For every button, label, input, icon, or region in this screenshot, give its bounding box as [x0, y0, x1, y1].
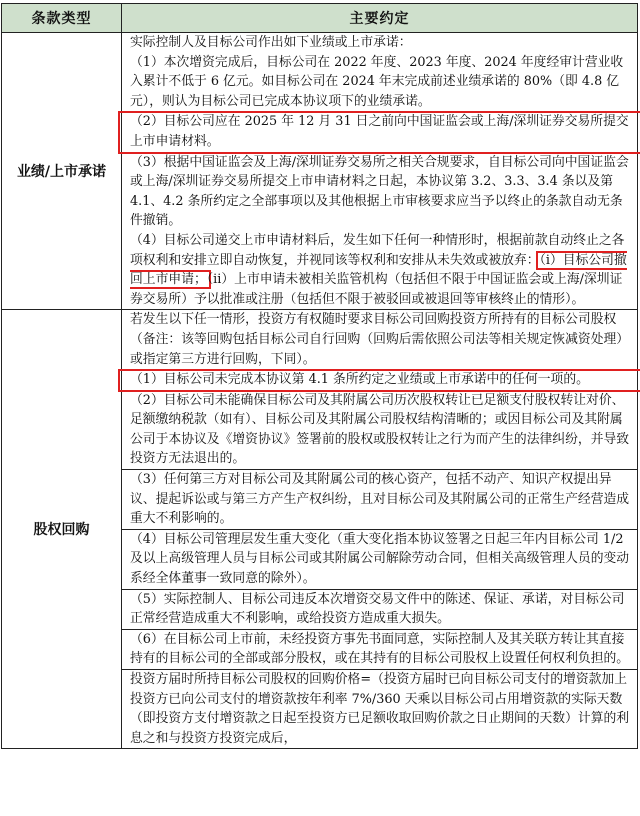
term-paragraph: （5）实际控制人、目标公司违反本次增资交易文件中的陈述、保证、承诺，对目标公司正常经营造成重大不利影响，或给投资方造成重大损失。 — [122, 589, 637, 629]
header-row — [2, 4, 638, 33]
highlighted-term: （2）目标公司应在 2025 年 12 月 31 日之前向中国证监会或上海/深圳证券交易所提交上市申请材料。 — [122, 111, 637, 151]
term-paragraph: 投资方届时所持目标公司股权的回购价格=（投资方届时已向目标公司支付的增资款加上投资方已向公司支付的增资款按年利率 7%/360 天乘以目标公司占用增资款的实际天数（即投资方支付增资款之日起至投资方已足额收取回购价款之日止期间的天数）计算的利息之和与投资方投资完成后， — [122, 669, 637, 748]
term-paragraph: （4）目标公司管理层发生重大变化（重大变化指本协议签署之日起三年内目标公司 1/2 及以上高级管理人员与目标公司或其附属公司解除劳动合同，但相关高级管理人员的变动系经全体董事一致同意的除外）。 — [122, 529, 637, 589]
clause-type-cell: 股权回购 — [2, 310, 122, 749]
header-clause-type: 条款类型 — [2, 4, 122, 33]
term-paragraph: （2）目标公司未能确保目标公司及其附属公司历次股权转让已足额支付股权转让对价、足额缴纳税款（如有）、目标公司及其附属公司股权结构清晰的；或因目标公司及其附属公司于本协议及《增资协议》签署前的股权或股权转让之行为而产生的法律纠纷，并导致投资方无法退出的。 — [122, 390, 637, 469]
term-paragraph: （6）在目标公司上市前，未经投资方事先书面同意，实际控制人及其关联方转让其直接持有的目标公司的全部或部分股权，或在其持有的目标公司股权上设置任何权利负担的。 — [122, 629, 637, 669]
header-main-terms: 主要约定 — [122, 4, 638, 33]
term-paragraph: 实际控制人及目标公司作出如下业绩或上市承诺： — [130, 35, 412, 50]
term-paragraph: （1）本次增资完成后，目标公司在 2022 年度、2023 年度、2024 年度经审计营业收入累计不低于 6 亿元。如目标公司在 2024 年末完成前述业绩承诺的 80%（即 4.8 亿元），则认为目标公司已完成本协议项下的业绩承诺。 — [130, 54, 624, 109]
term-text: （4）目标公司递交上市申请材料后，发生如下任何一种情形时，根据前款自动终止之各项权利和安排立即自动恢复，并视同该等权利和安排从未失效或被放弃： — [130, 232, 625, 268]
clause-terms-cell — [122, 310, 638, 749]
agreement-table — [1, 3, 638, 749]
clause-type-cell: 业绩/上市承诺 — [2, 33, 122, 310]
highlighted-inline-term: （i）目标公司撤回上市申请； — [130, 252, 627, 288]
highlighted-term: （1）目标公司未完成本协议第 4.1 条所约定之业绩或上市承诺中的任何一项的。 — [122, 369, 637, 390]
term-text: （ii）上市申请未被相关监管机构（包括但不限于中国证监会或上海/深圳证券交易所）予以批准或注册（包括但不限于被驳回或被退回等审核终止的情形）。 — [130, 272, 623, 307]
table-row — [2, 33, 638, 310]
term-paragraph: （3）任何第三方对目标公司及其附属公司的核心资产，包括不动产、知识产权提出异议、提起诉讼或与第三方产生产权纠纷，且对目标公司及其附属公司的正常生产经营造成重大不利影响的。 — [122, 469, 637, 529]
table-row — [2, 310, 638, 749]
term-paragraph: （3）根据中国证监会及上海/深圳证券交易所之相关合规要求，自目标公司向中国证监会或上海/深圳证券交易所提交上市申请材料之日起，本协议第 3.2、3.3、3.4 条以及第 4.1、4.2 条所约定之全部事项以及其他根据上市审核要求应当予以终止的条款自动无条件撤销。 — [122, 152, 637, 231]
term-paragraph: 若发生以下任一情形，投资方有权随时要求目标公司回购投资方所持有的目标公司股权（备注：该等回购包括目标公司自行回购（回购后需依照公司法等相关规定恢减资处理）或指定第三方进行回购，下同）。 — [130, 312, 630, 367]
clause-terms-cell — [122, 33, 638, 310]
term-paragraph — [130, 231, 631, 309]
